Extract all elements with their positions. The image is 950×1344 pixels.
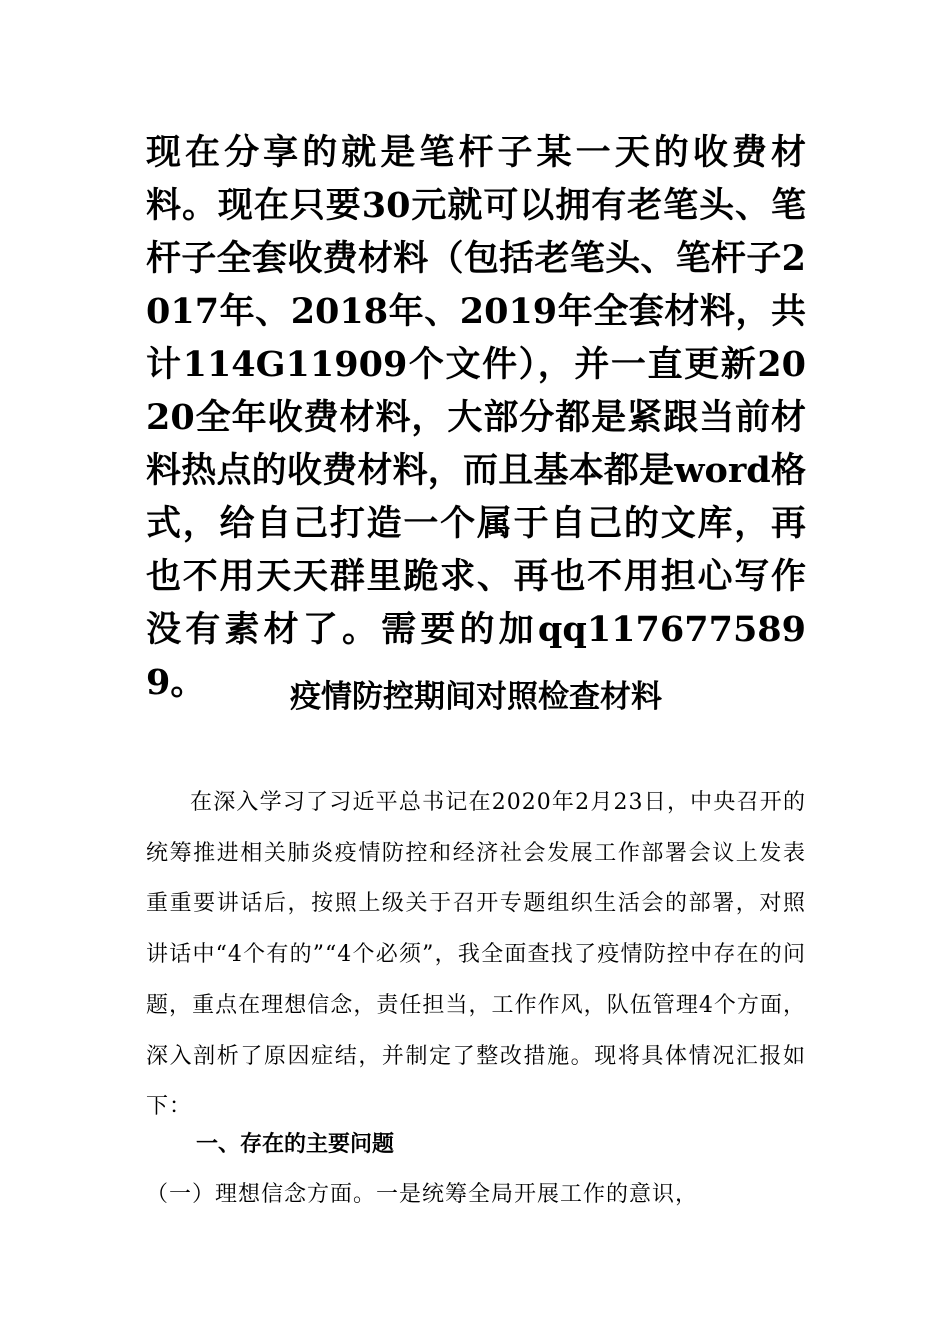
subsection-paragraph	[146, 1170, 826, 1220]
document-title: 疫情防控期间对照检查材料	[290, 679, 662, 715]
intro-paragraph: 在深入学习了习近平总书记在2020年2月23日，中央召开的统筹推进相关肺炎疫情防控和经济社会发展工作部署会议上发表重重要讲话后，按照上级关于召开专题组织生活会的部署，对照讲话中“4个有的”“4个必须”，我全面查找了疫情防控中存在的问题，重点在理想信念，责任担当，工作作风，队伍管理4个方面，深入剖析了原因症结，并制定了整改措施。现将具体情况汇报如下：	[146, 790, 806, 1120]
subsection-text: 一是统筹全局开展工作的意识，	[376, 1182, 699, 1207]
section-heading-problems: 一、存在的主要问题	[196, 1132, 395, 1157]
subsection-label: （一）理想信念方面。	[146, 1182, 377, 1207]
promo-paragraph: 现在分享的就是笔杆子某一天的收费材料。现在只要30元就可以拥有老笔头、笔杆子全套收费材料（包括老笔头、笔杆子2017年、2018年、2019年全套材料，共计114G11909个文件），并一直更新2020全年收费材料，大部分都是紧跟当前材料热点的收费材料，而且基本都是word格式，给自己打造一个属于自己的文库，再也不用天天群里跪求、再也不用担心写作没有素材了。需要的加qq1176775899。	[146, 132, 806, 703]
